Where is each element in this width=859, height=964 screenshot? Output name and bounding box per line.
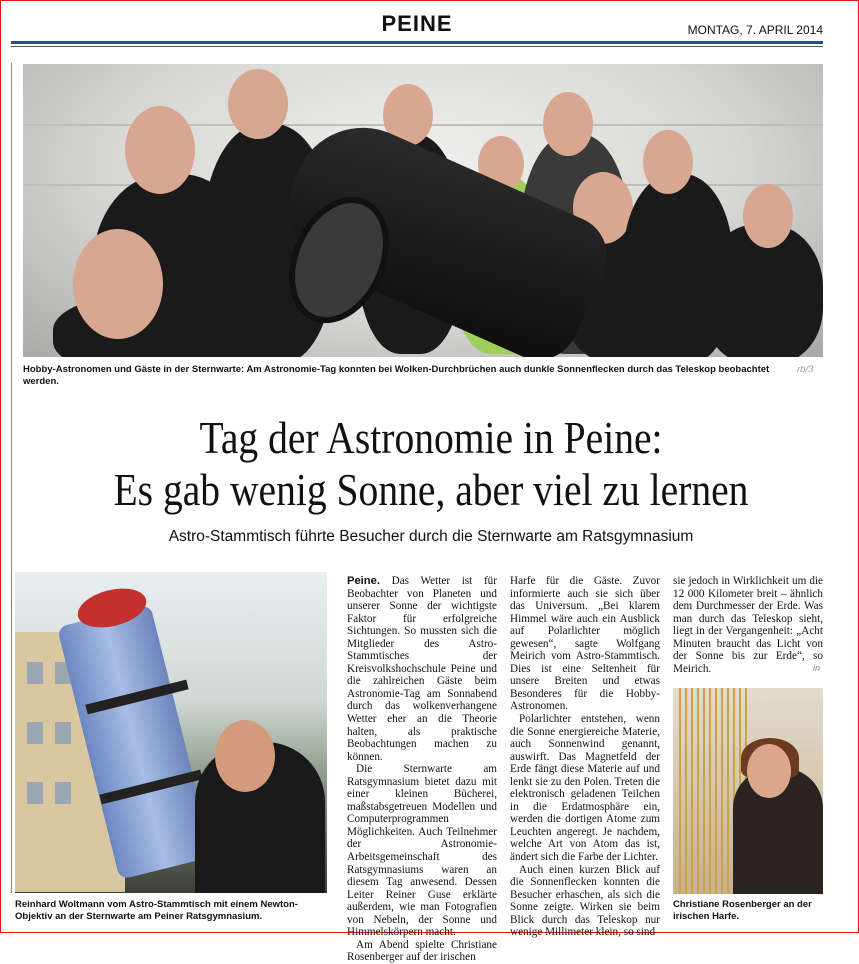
issue-date: MONTAG, 7. APRIL 2014 — [687, 23, 823, 37]
window — [55, 722, 71, 744]
face — [747, 744, 791, 798]
article-column-1 — [347, 575, 497, 964]
headline-line-2: Es gab wenig Sonne, aber viel zu lernen — [113, 464, 749, 515]
face — [73, 229, 163, 339]
window — [27, 662, 43, 684]
subheadline: Astro-Stammtisch führte Besucher durch die Sternwarte am Ratsgymnasium — [168, 528, 694, 545]
telescope-photo — [15, 572, 327, 893]
paragraph: Auch einen kurzen Blick auf die Sonnenflecken konnten die Besucher erhaschen, als sich die Sonne zeigte. Wirken sie beim Blick durch das Teleskop nur wenige Millimeter klein, so sind — [510, 863, 660, 939]
face — [228, 69, 288, 139]
paragraph: Peine. Das Wetter ist für Beobachter von Planeten und unserer Sonne der wichtigste Faktor für erfolgreiche Sichtungen. So mussten sich die Mitglieder des Astro-Stammtisches der Kreisvolkshochschule Peine und die zahlreichen Gäste beim Astronomie-Tag am Sonnabend durch das wolkenverhangene Wetter eher an die Theorie halten, als praktische Beobachtungen machen zu können. — [347, 575, 497, 763]
group-photo — [23, 64, 823, 357]
face — [125, 106, 195, 194]
photo-credit: rb/3 — [797, 364, 814, 375]
face — [643, 130, 693, 194]
paragraph: sie jedoch in Wirklichkeit um die 12 000 Kilometer breit – ähnlich dem Durchmesser der Erde. Was man durch das Teleskop sieht, liegt in der Vergangenheit: „Acht Minuten braucht das Licht von der Sonne bis zur Erde“, so Meirich. — [673, 575, 823, 675]
header-rule-thin — [11, 46, 823, 47]
telescope-photo-caption: Reinhard Woltmann vom Astro-Stammtisch mit einem Newton-Objektiv an der Sternwarte am Peiner Ratsgymnasium. — [15, 899, 298, 922]
face — [215, 720, 275, 792]
window — [27, 722, 43, 744]
face — [743, 184, 793, 248]
dateline: Peine. — [347, 575, 380, 587]
headline-line-1: Tag der Astronomie in Peine: — [199, 412, 663, 463]
paragraph: Die Sternwarte am Ratsgymnasium bietet dazu mit einer kleinen Bücherei, maßstabsgetreuen Modellen und Computerprogrammen Möglichkeiten. Auch Teilnehmer der Astronomie-Arbeitsgemeinschaft des Ratsgymnasiums waren an diesem Tag anwesend. Dessen Leiter Reiner Guse erklärte außerdem, wie man Fotografien von Nebeln, der Sonne und Himmelskörpern macht. — [347, 763, 497, 939]
paragraph: Harfe für die Gäste. Zuvor informierte auch sie sich über das Universum. „Bei klarem Himmel wäre auch ein Ausblick auf Polarlichter möglich gewesen“, sagte Wolfgang Meirich vom Astro-Stammtisch. Dies ist eine Seltenheit für unsere Breiten und etwas Besonderes für die Hobby-Astronomen. — [510, 575, 660, 713]
article-column-2 — [510, 575, 660, 939]
margin-line — [11, 63, 12, 893]
paragraph: Am Abend spielte Christiane Rosenberger auf der irischen — [347, 938, 497, 964]
window — [55, 782, 71, 804]
section-title: PEINE — [381, 11, 453, 36]
harp-photo — [673, 688, 823, 894]
face — [543, 92, 593, 156]
harp-photo-caption: Christiane Rosenberger an der irischen Harfe. — [673, 899, 812, 922]
article-column-3 — [673, 575, 823, 675]
header-rule — [11, 41, 823, 44]
author-initials: in — [813, 663, 821, 673]
paragraph: Polarlichter entstehen, wenn die Sonne energiereiche Materie, auch Sonnenwind genannt, auswirft. Das Magnetfeld der Erde fängt diese Materie auf und lenkt sie zu den Polen. Treten die elektronisch geladenen Teilchen in die Erdatmosphäre ein, werden die dortigen Atome zum Leuchten angeregt. Je nachdem, welche Art von Atom das ist, ändert sich die Farbe der Lichter. — [510, 713, 660, 864]
group-photo-caption: Hobby-Astronomen und Gäste in der Sternwarte: Am Astronomie-Tag konnten bei Wolken-Durchbrüchen auch dunkle Sonnenflecken durch das Teleskop beobachtet werden. — [23, 364, 770, 387]
page-header — [11, 9, 823, 47]
window — [27, 782, 43, 804]
